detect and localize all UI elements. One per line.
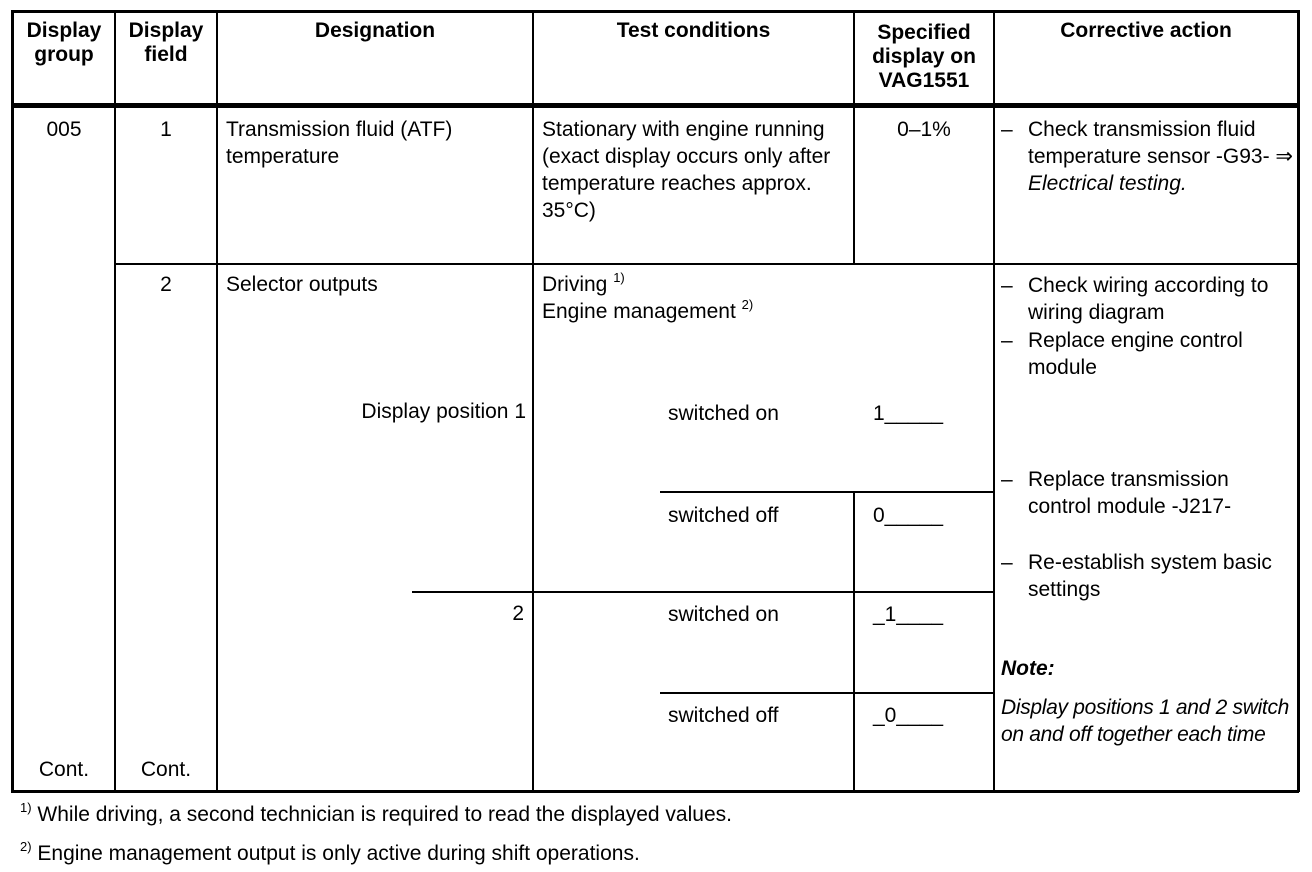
action-text: Re-establish system basic settings: [1028, 551, 1272, 601]
footnote-mark: 2): [20, 839, 32, 854]
action-text: Replace transmission control module -J217-: [1028, 468, 1232, 518]
display-field-1: 1: [160, 118, 172, 141]
pos2-split-line: [412, 591, 993, 593]
header-corrective-action: Corrective action: [1060, 19, 1232, 42]
spec-pos1-on: 1_____: [873, 402, 944, 425]
header-test-conditions: Test conditions: [616, 19, 771, 42]
specified-display-atf: 0–1%: [897, 118, 951, 141]
designation-selector-outputs: Selector outputs: [226, 273, 378, 296]
pos1-switched-off: switched off: [668, 504, 779, 527]
test-condition-driving: [542, 271, 625, 298]
row-separator: [115, 263, 1299, 265]
test-conditions-stationary: Stationary with engine running (exact display occurs only after temperature reaches approx. 35°C): [542, 118, 831, 222]
footnote-ref-2: 2): [741, 297, 754, 312]
header-designation: Designation: [314, 19, 436, 42]
cont-display-group: Cont.: [38, 758, 90, 781]
action-text: Check transmission fluid temperature sensor -G93- ⇒: [1028, 118, 1294, 168]
cont-display-field: Cont.: [140, 758, 192, 781]
note-title: Note:: [1001, 657, 1055, 680]
header-display-group: Display group: [26, 19, 102, 66]
spec-pos2-on: _1____: [873, 603, 944, 626]
action-dash: –: [1001, 118, 1013, 141]
action-text: Replace engine control module: [1028, 329, 1243, 379]
action-dash: –: [1001, 468, 1013, 491]
action-replace-transmission-module: [1001, 466, 1295, 520]
action-electrical-testing: Electrical testing.: [1028, 172, 1187, 195]
action-dash: –: [1001, 329, 1013, 352]
action-check-wiring: [1001, 272, 1295, 326]
pos1-switched-on: switched on: [668, 402, 779, 425]
display-position-1-label: Display position 1: [361, 400, 526, 423]
col-divider-5: [993, 10, 995, 792]
engine-management-label: Engine management: [542, 300, 736, 323]
footnote-text: While driving, a second technician is required to read the displayed values.: [37, 803, 732, 826]
action-replace-engine-module: [1001, 327, 1295, 381]
pos2-switched-off: switched off: [668, 704, 779, 727]
designation-atf-temperature: Transmission fluid (ATF) temperature: [226, 118, 453, 168]
display-field-2: 2: [160, 273, 172, 296]
note-text: Display positions 1 and 2 switch on and off together each time: [1001, 696, 1290, 746]
col-divider-4-low: [853, 492, 855, 792]
footnote-1: [20, 801, 732, 828]
pos2-off-split-line: [660, 692, 993, 694]
spec-pos2-off: _0____: [873, 704, 944, 727]
action-reestablish-settings: [1001, 549, 1295, 603]
spec-pos1-off: 0_____: [873, 504, 944, 527]
pos2-switched-on: switched on: [668, 603, 779, 626]
table-border-bottom: [11, 790, 1299, 793]
footnote-text: Engine management output is only active during shift operations.: [37, 842, 640, 865]
footnote-mark: 1): [20, 800, 32, 815]
driving-label: Driving: [542, 273, 608, 296]
display-group-value: 005: [46, 118, 82, 141]
header-specified-display: Specified display on VAG1551: [872, 21, 976, 92]
header-separator: [11, 103, 1299, 108]
action-dash: –: [1001, 551, 1013, 574]
header-display-field: Display field: [128, 19, 204, 66]
table-border-top: [11, 10, 1299, 13]
footnote-2: [20, 840, 640, 867]
footnote-ref-1: 1): [613, 270, 625, 285]
display-position-2-label: 2: [512, 602, 524, 625]
table-border-right: [1297, 10, 1300, 792]
action-dash: –: [1001, 274, 1013, 297]
action-text: Check wiring according to wiring diagram: [1028, 274, 1269, 324]
corrective-action-atf: [1001, 116, 1295, 197]
pos1-split-line: [660, 491, 993, 493]
test-condition-engine-management: [542, 298, 753, 325]
col-divider-3: [532, 10, 534, 792]
col-divider-2: [216, 10, 218, 792]
